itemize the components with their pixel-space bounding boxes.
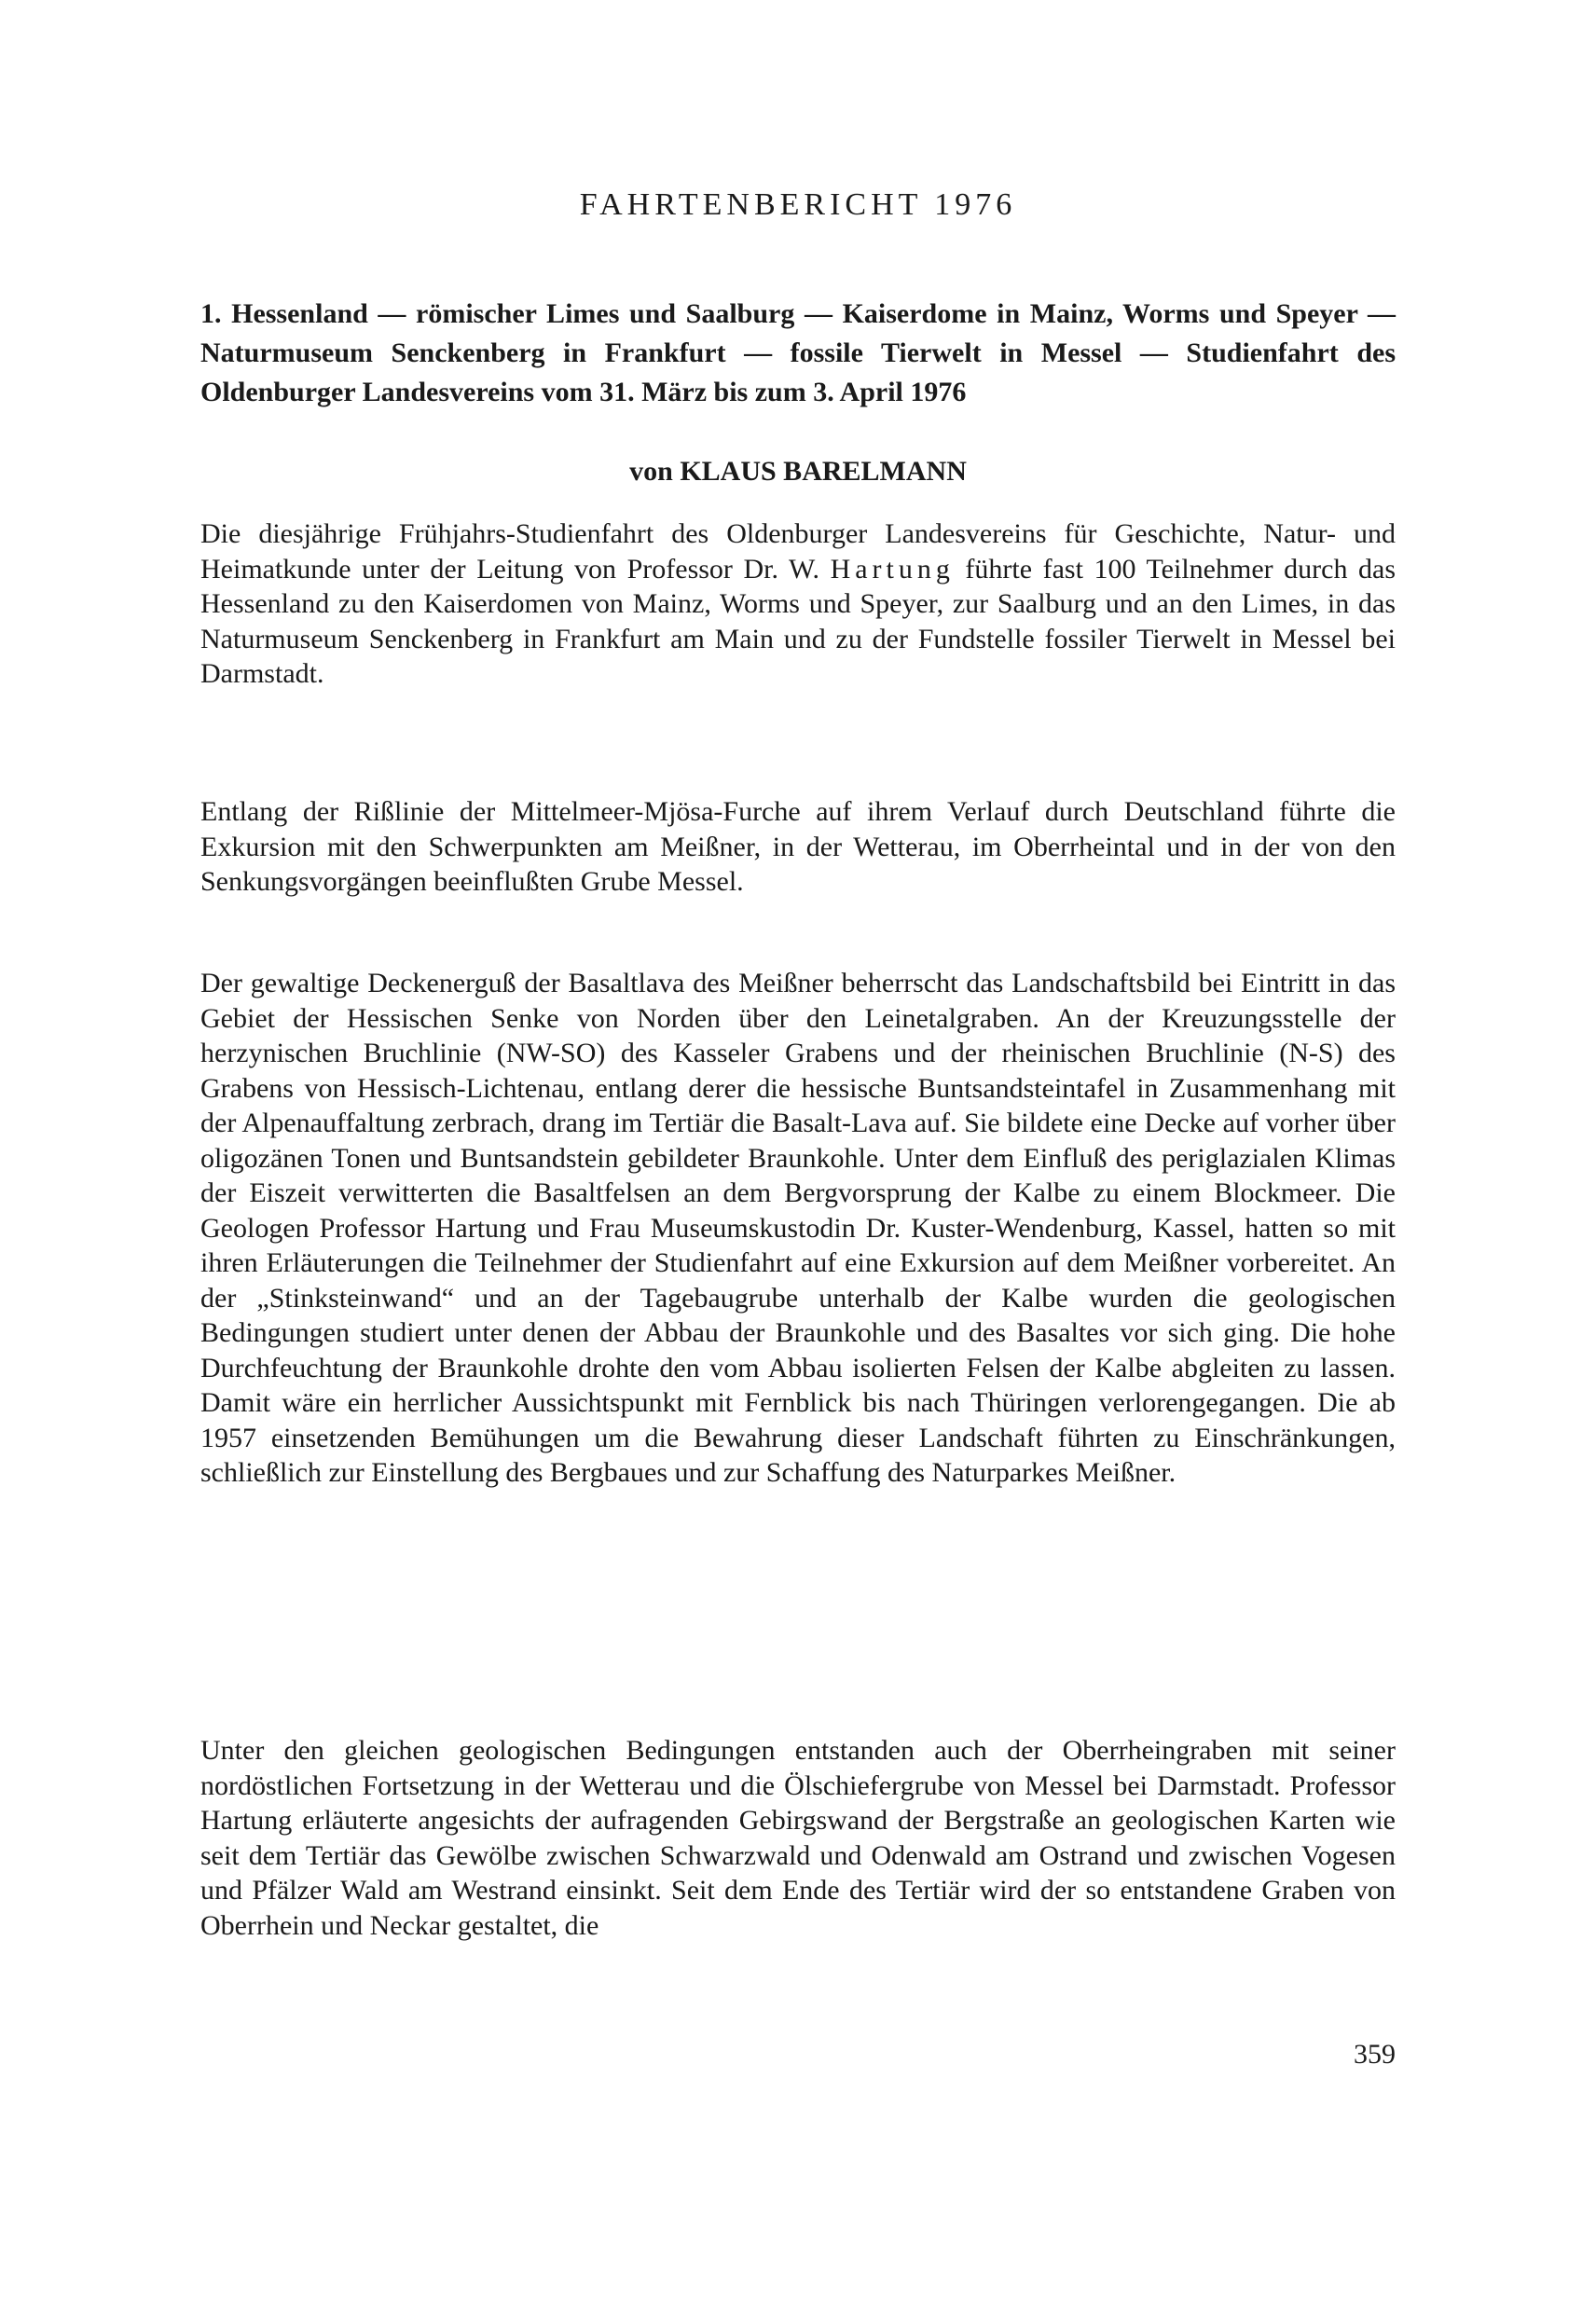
author-line: von KLAUS BARELMANN xyxy=(629,456,967,487)
paragraph-1-text-start: Die diesjährige Frühjahrs-Studienfahrt des Oldenburger Landesvereins für Geschichte, Natur- und Heimatkunde unter der Leitung von Professor Dr. W. xyxy=(200,518,1396,585)
article-heading: 1. Hessenland — römischer Limes und Saalburg — Kaiserdome in Mainz, Worms und Speyer — Naturmuseum Senckenberg in Frankfurt — fossile Tierwelt in Messel — Studienfahrt des Oldenburger Landesvereins vom 31. März bis zum 3. April 1976 xyxy=(200,298,1396,407)
paragraph-1 xyxy=(200,516,1396,692)
page-title: FAHRTENBERICHT 1976 xyxy=(579,187,1017,222)
paragraph-1-text-end: führte fast 100 Teilnehmer durch das Hessenland zu den Kaiserdomen von Mainz, Worms und Speyer, zur Saalburg und an den Limes, in das Naturmuseum Senckenberg in Frankfurt am Main und zu der Fundstelle fossiler Tierwelt in Messel bei Darmstadt. xyxy=(200,553,1396,689)
page-number: 359 xyxy=(1354,2039,1396,2070)
paragraph-3: Der gewaltige Deckenerguß der Basaltlava des Meißner beherrscht das Landschaftsbild bei Eintritt in das Gebiet der Hessischen Senke von Norden über den Leinetalgraben. An der Kreuzungsstelle der herzynischen Bruchlinie (NW-SO) des Kasseler Grabens und der rheinischen Bruchlinie (N-S) des Grabens von Hessisch-Lichtenau, entlang derer die hessische Buntsandsteintafel in Zusammenhang mit der Alpenauffaltung zerbrach, drang im Tertiär die Basalt-Lava auf. Sie bildete eine Decke auf vorher über oligozänen Tonen und Buntsandstein gebildeter Braunkohle. Unter dem Einfluß des periglazialen Klimas der Eiszeit verwitterten die Basaltfelsen an dem Bergvorsprung der Kalbe zu einem Blockmeer. Die Geologen Professor Hartung und Frau Museumskustodin Dr. Kuster-Wendenburg, Kassel, hatten so mit ihren Erläuterungen die Teilnehmer der Studienfahrt auf eine Exkursion auf dem Meißner vorbereitet. An der „Stinksteinwand“ und an der Tagebaugrube unterhalb der Kalbe wurden die geologischen Bedingungen studiert unter denen der Abbau der Braunkohle und des Basaltes vor sich ging. Die hohe Durchfeuchtung der Braunkohle drohte den vom Abbau isolierten Felsen der Kalbe abgleiten zu lassen. Damit wäre ein herrlicher Aussichtspunkt mit Fernblick bis nach Thüringen verlorengegangen. Die ab 1957 einsetzenden Bemühungen um die Bewahrung dieser Landschaft führten zu Einschränkungen, schließlich zur Einstellung des Bergbaues und zur Schaffung des Naturparkes Meißner. xyxy=(200,968,1396,1488)
paragraph-4: Unter den gleichen geologischen Bedingungen entstanden auch der Oberrheingraben mit seiner nordöstlichen Fortsetzung in der Wetterau und die Ölschiefergrube von Messel bei Darmstadt. Professor Hartung erläuterte angesichts der aufragenden Gebirgswand der Bergstraße an geologischen Karten wie seit dem Tertiär das Gewölbe zwischen Schwarzwald und Odenwald am Ostrand und zwischen Vogesen und Pfälzer Wald am Westrand einsinkt. Seit dem Ende des Tertiär wird der so entstandene Graben von Oberrhein und Neckar gestaltet, die xyxy=(200,1735,1396,1941)
spaced-name-hartung: Hartung xyxy=(830,553,955,585)
paragraph-2: Entlang der Rißlinie der Mittelmeer-Mjösa-Furche auf ihrem Verlauf durch Deutschland führte die Exkursion mit den Schwerpunkten am Meißner, in der Wetterau, im Oberrheintal und in der von den Senkungsvorgängen beeinflußten Grube Messel. xyxy=(200,796,1396,897)
